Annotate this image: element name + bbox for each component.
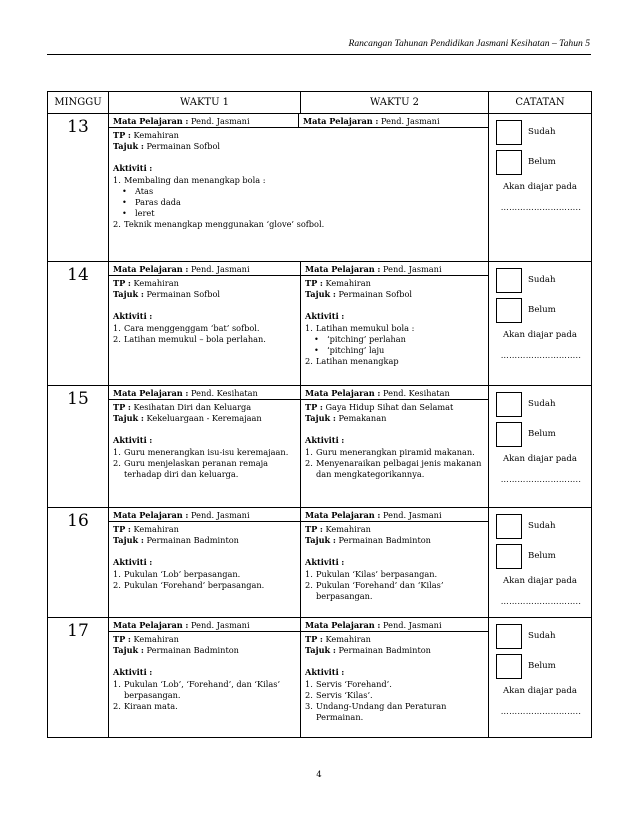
waktu-1-cell: [109, 508, 301, 618]
table-row: [48, 386, 592, 508]
list-item: 2. Guru menjelaskan peranan remaja terhadap diri dan keluarga.: [113, 457, 269, 480]
tp-line: TP : Kemahiran: [305, 278, 371, 288]
page-number: 4: [316, 770, 322, 780]
waktu-1-cell: [109, 386, 301, 508]
waktu-2-cell: [301, 618, 489, 738]
bullet-item: • leret: [122, 208, 155, 219]
running-header: Rancangan Tahunan Pendidikan Jasmani Kesihatan – Tahun 5: [348, 38, 590, 49]
list-item: 2. Latihan memukul – bola perlahan.: [113, 333, 266, 344]
catatan-cell: [489, 114, 592, 262]
list-item: 1. Pukulan ‘Lob’, ‘Forehand’, dan ‘Kilas’ berpasangan.: [113, 678, 281, 700]
header-week: MINGGU: [48, 92, 109, 114]
aktiviti-heading: Aktiviti :: [113, 557, 153, 568]
list-item: 1. Guru menerangkan isu-isu keremajaan.: [113, 446, 289, 457]
tajuk-line: Tajuk : Permainan Badminton: [113, 645, 239, 656]
list-item: 1. Servis ‘Forehand’.: [305, 678, 392, 689]
tajuk-line: Tajuk : Kekeluargaan - Keremajaan: [113, 413, 262, 424]
week-number: 15: [48, 386, 109, 508]
list-item: 2. Teknik menangkap menggunakan ‘glove’ sofbol.: [113, 219, 325, 230]
sudah-checkbox[interactable]: [496, 268, 522, 293]
subject-line: Mata Pelajaran : Pend. Jasmani: [301, 262, 488, 276]
belum-checkbox[interactable]: [496, 544, 522, 569]
list-item: 1. Cara menggenggam ‘bat’ sofbol.: [113, 322, 260, 333]
date-blank: ………………………..: [500, 597, 582, 606]
tajuk-line: Tajuk : Permainan Badminton: [305, 535, 431, 546]
belum-label: Belum: [528, 305, 556, 315]
week-content: [109, 114, 489, 262]
tajuk-line: Tajuk : Permainan Sofbol: [113, 141, 221, 152]
table-row: [48, 508, 592, 618]
subject-line: Mata Pelajaran : Pend. Kesihatan: [301, 386, 488, 400]
lesson-details: [301, 276, 488, 371]
week-number: 14: [48, 262, 109, 386]
lesson-details: [109, 522, 300, 595]
catatan-cell: [489, 618, 592, 738]
tajuk-line: Tajuk : Permainan Sofbol: [113, 289, 221, 300]
belum-checkbox[interactable]: [496, 150, 522, 175]
list-item: 1. Pukulan ‘Lob’ berpasangan.: [113, 568, 241, 579]
table-row: [48, 114, 592, 262]
sudah-checkbox[interactable]: [496, 392, 522, 417]
tp-line: TP : Kemahiran: [305, 634, 371, 644]
akan-label: Akan diajar pada: [502, 686, 578, 696]
bullet-item: • ‘pitching’ laju: [314, 345, 385, 356]
list-item: 1. Latihan memukul bola :: [305, 322, 415, 333]
date-blank: ………………………..: [500, 203, 582, 212]
list-item: 2. Kiraan mata.: [113, 701, 178, 712]
subject-line-w1: Mata Pelajaran : Pend. Jasmani: [109, 114, 299, 128]
akan-label: Akan diajar pada: [502, 576, 578, 586]
list-item: 2. Servis ‘Kilas’.: [305, 689, 373, 700]
aktiviti-heading: Aktiviti :: [305, 311, 345, 322]
lesson-details: [109, 128, 488, 235]
sudah-label: Sudah: [528, 127, 556, 137]
table-row: [48, 262, 592, 386]
sudah-label: Sudah: [528, 399, 556, 409]
tp-line: TP : Kemahiran: [113, 634, 179, 644]
lesson-plan-table: [47, 91, 592, 738]
tajuk-line: Tajuk : Permainan Sofbol: [305, 289, 413, 300]
list-item: 3. Undang-Undang dan Peraturan Permainan.: [305, 701, 447, 723]
tajuk-line: Tajuk : Permainan Badminton: [305, 645, 431, 656]
belum-label: Belum: [528, 551, 556, 561]
subject-line: Mata Pelajaran : Pend. Jasmani: [109, 262, 300, 276]
sudah-checkbox[interactable]: [496, 514, 522, 539]
waktu-2-cell: [301, 386, 489, 508]
bullet-item: • ‘pitching’ perlahan: [314, 333, 406, 344]
subject-line: Mata Pelajaran : Pend. Kesihatan: [109, 386, 300, 400]
belum-label: Belum: [528, 157, 556, 167]
lesson-details: [109, 632, 300, 716]
belum-checkbox[interactable]: [496, 422, 522, 447]
belum-checkbox[interactable]: [496, 654, 522, 679]
belum-label: Belum: [528, 661, 556, 671]
lesson-details: [109, 276, 300, 349]
lesson-details: [109, 400, 300, 484]
tp-line: TP : Kesihatan Diri dan Keluarga: [113, 402, 252, 412]
tp-line: TP : Kemahiran: [113, 524, 179, 534]
aktiviti-heading: Aktiviti :: [305, 435, 345, 446]
list-item: 2. Pukulan ‘Forehand’ dan ‘Kilas’ berpasangan.: [305, 579, 444, 602]
list-item: 1. Guru menerangkan piramid makanan.: [305, 446, 475, 457]
tp-line: TP : Kemahiran: [113, 130, 179, 140]
bullet-item: • Atas: [122, 185, 154, 196]
akan-label: Akan diajar pada: [502, 454, 578, 464]
sudah-label: Sudah: [528, 521, 556, 531]
date-blank: ………………………..: [500, 475, 582, 484]
lesson-details: [301, 400, 488, 484]
list-item: 1. Membaling dan menangkap bola :: [113, 174, 266, 185]
bullet-item: • Paras dada: [122, 197, 181, 208]
list-item: 2. Latihan menangkap: [305, 356, 399, 367]
table-row: [48, 618, 592, 738]
lesson-details: [301, 632, 488, 727]
waktu-1-cell: [109, 618, 301, 738]
list-item: 1. Pukulan ‘Kilas’ berpasangan.: [305, 568, 438, 579]
week-number: 16: [48, 508, 109, 618]
sudah-checkbox[interactable]: [496, 120, 522, 145]
waktu-2-cell: [301, 508, 489, 618]
subject-line: Mata Pelajaran : Pend. Jasmani: [301, 618, 488, 632]
catatan-cell: [489, 508, 592, 618]
aktiviti-heading: Aktiviti :: [113, 311, 153, 322]
catatan-cell: [489, 386, 592, 508]
table-header-row: [48, 92, 592, 114]
catatan-cell: [489, 262, 592, 386]
subject-line-w2: Mata Pelajaran : Pend. Jasmani: [299, 114, 488, 128]
date-blank: ………………………..: [500, 707, 582, 716]
sudah-checkbox[interactable]: [496, 624, 522, 649]
sudah-label: Sudah: [528, 275, 556, 285]
aktiviti-heading: Aktiviti :: [113, 163, 153, 174]
tp-line: TP : Kemahiran: [305, 524, 371, 534]
header-waktu-1: WAKTU 1: [109, 92, 301, 114]
belum-checkbox[interactable]: [496, 298, 522, 323]
aktiviti-heading: Aktiviti :: [113, 435, 153, 446]
akan-label: Akan diajar pada: [502, 182, 578, 192]
header-catatan: CATATAN: [489, 92, 592, 114]
tp-line: TP : Gaya Hidup Sihat dan Selamat: [305, 402, 454, 412]
waktu-2-cell: [301, 262, 489, 386]
week-number: 17: [48, 618, 109, 738]
lesson-details: [301, 522, 488, 606]
aktiviti-heading: Aktiviti :: [305, 557, 345, 568]
list-item: 2. Menyenaraikan pelbagai jenis makanan dan mengkategorikannya.: [305, 457, 482, 480]
waktu-1-cell: [109, 262, 301, 386]
sudah-label: Sudah: [528, 631, 556, 641]
aktiviti-heading: Aktiviti :: [305, 667, 345, 678]
header-rule: [47, 54, 591, 55]
subject-line: Mata Pelajaran : Pend. Jasmani: [109, 618, 300, 632]
belum-label: Belum: [528, 429, 556, 439]
akan-label: Akan diajar pada: [502, 330, 578, 340]
tp-line: TP : Kemahiran: [113, 278, 179, 288]
subject-line: Mata Pelajaran : Pend. Jasmani: [109, 508, 300, 522]
week-number: 13: [48, 114, 109, 262]
subject-line: Mata Pelajaran : Pend. Jasmani: [301, 508, 488, 522]
date-blank: ………………………..: [500, 351, 582, 360]
header-waktu-2: WAKTU 2: [301, 92, 489, 114]
list-item: 2. Pukulan ‘Forehand’ berpasangan.: [113, 579, 265, 590]
tajuk-line: Tajuk : Permainan Badminton: [113, 535, 239, 546]
tajuk-line: Tajuk : Pemakanan: [305, 413, 387, 424]
aktiviti-heading: Aktiviti :: [113, 667, 153, 678]
